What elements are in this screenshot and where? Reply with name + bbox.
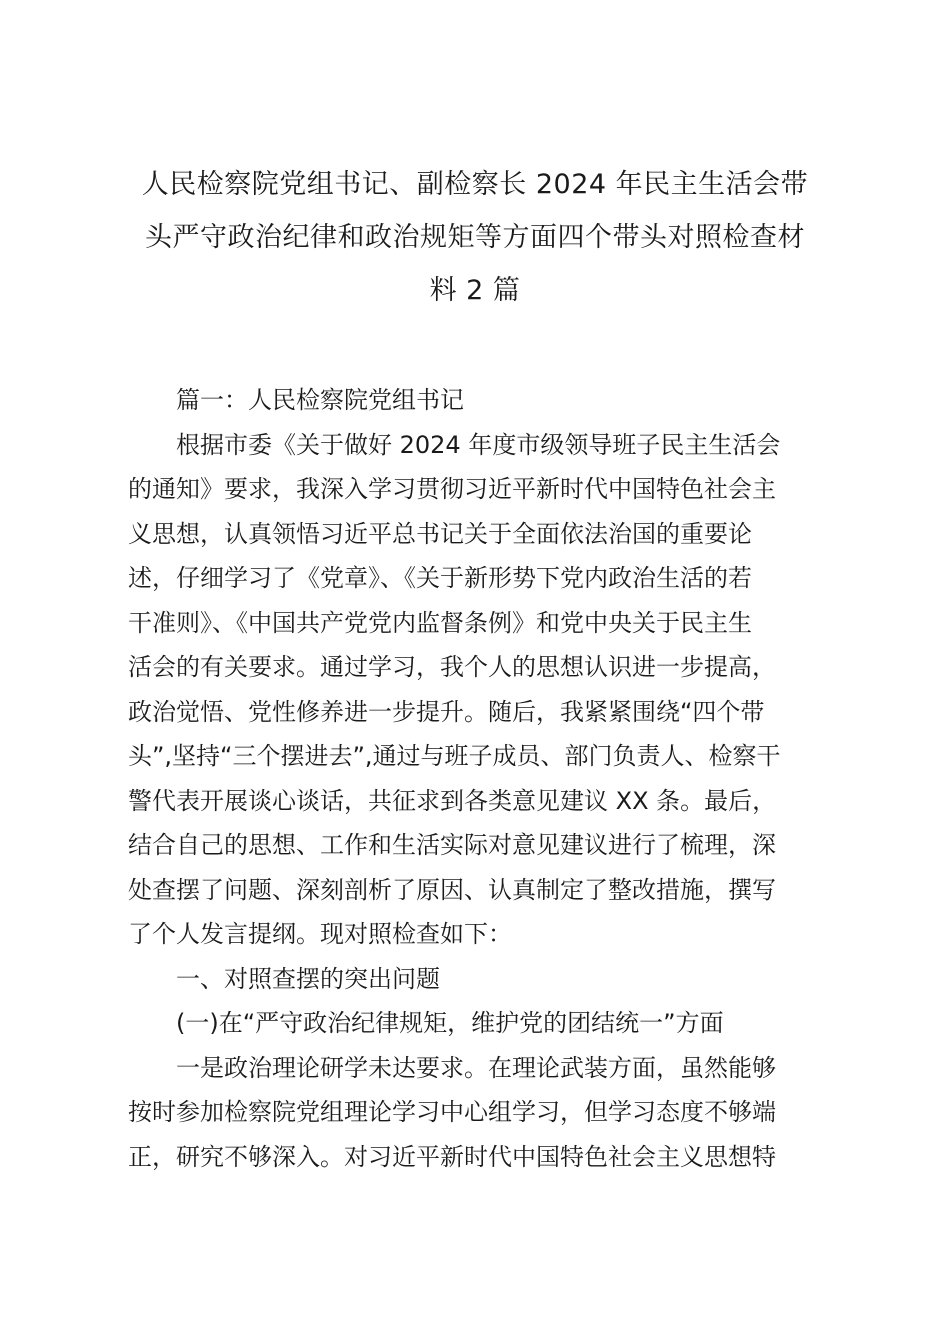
subsection-heading: (一)在“严守政治纪律规矩，维护党的团结统一”方面 bbox=[176, 1009, 724, 1037]
paragraph-line: 结合自己的思想、工作和生活实际对意见建议进行了梳理，深 bbox=[128, 831, 776, 859]
paragraph-line: 正，研究不够深入。对习近平新时代中国特色社会主义思想特 bbox=[128, 1142, 776, 1171]
paragraph-line: 述，仔细学习了《党章》、《关于新形势下党内政治生活的若 bbox=[128, 564, 752, 592]
paragraph-line: 根据市委《关于做好 2024 年度市级领导班子民主生活会 bbox=[176, 430, 781, 459]
paragraph-line: 政治觉悟、党性修养进一步提升。随后，我紧紧围绕“四个带 bbox=[128, 697, 765, 726]
paragraph-line: 了个人发言提纲。现对照检查如下： bbox=[128, 920, 512, 948]
paragraph-line: 的通知》要求，我深入学习贯彻习近平新时代中国特色社会主 bbox=[128, 475, 776, 503]
paragraph-line: 处查摆了问题、深刻剖析了原因、认真制定了整改措施，撰写 bbox=[128, 875, 776, 904]
title-line: 头严守政治纪律和政治规矩等方面四个带头对照检查材 bbox=[145, 222, 805, 253]
paragraph-line: 警代表开展谈心谈话，共征求到各类意见建议 XX 条。最后， bbox=[128, 786, 777, 815]
paragraph-line: 按时参加检察院党组理论学习中心组学习，但学习态度不够端 bbox=[128, 1098, 776, 1126]
paragraph-line: 一是政治理论研学未达要求。在理论武装方面，虽然能够 bbox=[176, 1053, 776, 1082]
section-heading: 一、对照查摆的突出问题 bbox=[176, 964, 440, 993]
document-title bbox=[120, 158, 830, 317]
document-body bbox=[128, 378, 828, 1179]
section-heading: 篇一：人民检察院党组书记 bbox=[176, 386, 464, 414]
title-line: 人民检察院党组书记、副检察长 2024 年民主生活会带 bbox=[141, 169, 809, 200]
title-line: 料 2 篇 bbox=[429, 275, 521, 306]
paragraph-line: 干准则》、《中国共产党党内监督条例》和党中央关于民主生 bbox=[128, 608, 752, 637]
paragraph-line: 义思想，认真领悟习近平总书记关于全面依法治国的重要论 bbox=[128, 519, 752, 548]
paragraph-line: 活会的有关要求。通过学习，我个人的思想认识进一步提高， bbox=[128, 653, 776, 681]
paragraph-line: 头”,坚持“三个摆进去”,通过与班子成员、部门负责人、检察干 bbox=[128, 742, 781, 770]
